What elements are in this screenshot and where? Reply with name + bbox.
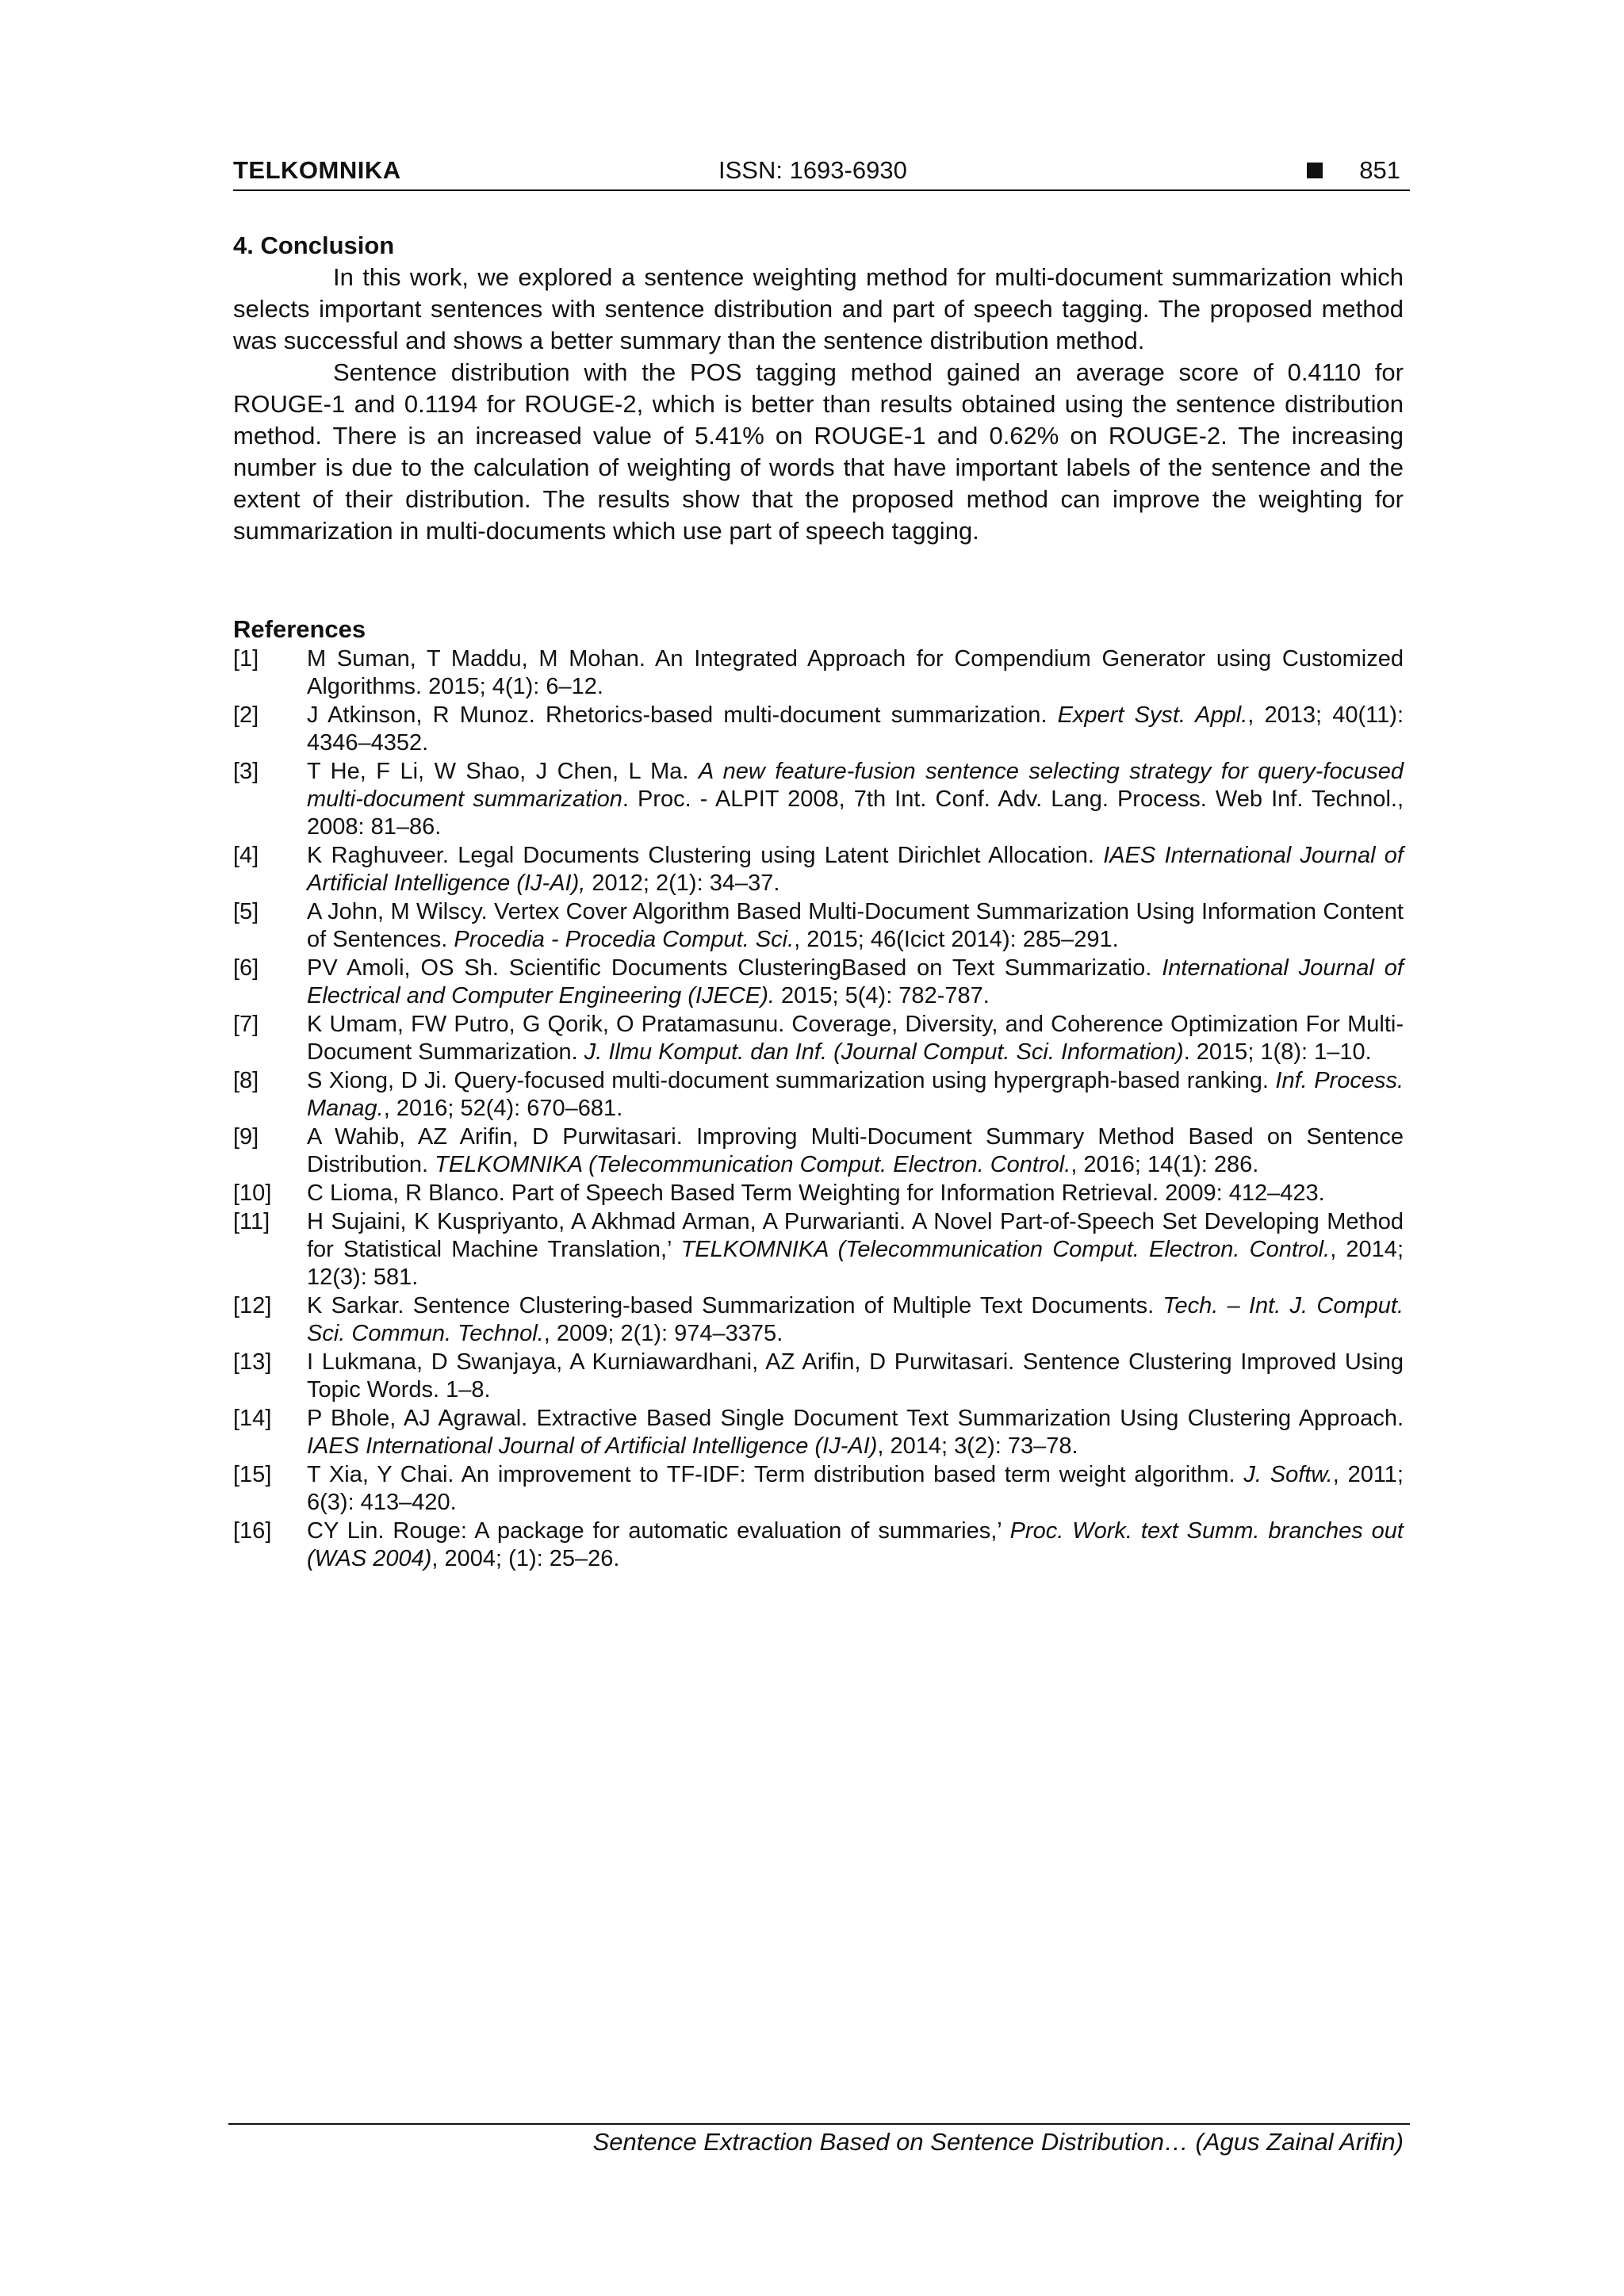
reference-number: [3] xyxy=(233,759,259,784)
reference-item xyxy=(233,645,1404,701)
reference-source: Inf. Process. Manag. xyxy=(307,1068,1404,1121)
reference-source: TELKOMNIKA (Telecommunication Comput. Electron. Control. xyxy=(680,1237,1331,1262)
reference-number: [16] xyxy=(233,1518,272,1544)
reference-item xyxy=(233,758,1404,841)
reference-text: M Suman, T Maddu, M Mohan. An Integrated Approach for Compendium Generator using Customized Algorithms. 2015; 4(1): 6–12. xyxy=(307,646,1404,699)
reference-item xyxy=(233,1292,1404,1348)
references-heading: References xyxy=(233,615,366,643)
reference-item xyxy=(233,955,1404,1010)
reference-details: , 2011; 6(3): 413–420. xyxy=(307,1462,1404,1515)
reference-text: J Atkinson, R Munoz. Rhetorics-based multi-document summarization. xyxy=(307,702,1058,728)
reference-text: I Lukmana, D Swanjaya, A Kurniawardhani, AZ Arifin, D Purwitasari. Sentence Clustering Improved Using Topic Words. 1–8. xyxy=(307,1349,1404,1402)
reference-text: PV Amoli, OS Sh. Scientific Documents ClusteringBased on Text Summarizatio. xyxy=(307,955,1162,981)
reference-item xyxy=(233,1208,1404,1292)
reference-number: [9] xyxy=(233,1124,259,1150)
reference-source: International Journal of Electrical and Computer Engineering (IJECE). xyxy=(307,955,1404,1008)
reference-text: C Lioma, R Blanco. Part of Speech Based Term Weighting for Information Retrieval. 2009: 412–423. xyxy=(307,1181,1325,1206)
journal-name: TELKOMNIKA xyxy=(233,156,401,184)
reference-source: Expert Syst. Appl. xyxy=(1057,702,1248,728)
reference-item xyxy=(233,898,1404,954)
reference-number: [11] xyxy=(233,1209,270,1234)
reference-item xyxy=(233,1349,1404,1404)
reference-item xyxy=(233,1180,1404,1207)
reference-number: [8] xyxy=(233,1068,259,1093)
reference-item xyxy=(233,1517,1404,1573)
reference-details: , 2009; 2(1): 974–3375. xyxy=(543,1321,783,1346)
reference-source: J. Softw. xyxy=(1243,1462,1333,1487)
reference-number: [5] xyxy=(233,899,259,924)
reference-details: , 2014; 12(3): 581. xyxy=(307,1237,1404,1290)
reference-text: K Raghuveer. Legal Documents Clustering using Latent Dirichlet Allocation. xyxy=(307,843,1104,868)
page-header xyxy=(233,155,1410,191)
reference-details: . Proc. - ALPIT 2008, 7th Int. Conf. Adv. Lang. Process. Web Inf. Technol., 2008: 81–86. xyxy=(307,786,1404,840)
running-footer: Sentence Extraction Based on Sentence Distribution… (Agus Zainal Arifin) xyxy=(592,2128,1404,2156)
reference-number: [6] xyxy=(233,955,259,981)
footer-divider xyxy=(228,2123,1410,2125)
reference-source: Tech. – Int. J. Comput. Sci. Commun. Technol. xyxy=(307,1293,1404,1346)
reference-details: , 2004; (1): 25–26. xyxy=(431,1546,620,1571)
reference-number: [7] xyxy=(233,1012,259,1037)
reference-source: IAES International Journal of Artificial Intelligence (IJ-AI) xyxy=(307,1433,878,1459)
paragraph: In this work, we explored a sentence weighting method for multi-document summarization which selects important sentences with sentence distribution and part of speech tagging. The proposed method was successful and shows a better summary than the sentence distribution method. xyxy=(233,263,1404,354)
issn: ISSN: 1693-6930 xyxy=(718,156,907,184)
paragraph: Sentence distribution with the POS tagging method gained an average score of 0.4110 for ROUGE-1 and 0.1194 for ROUGE-2, which is better than results obtained using the sentence distribution method. There is an increased value of 5.41% on ROUGE-1 and 0.62% on ROUGE-2. The increasing number is due to the calculation of weighting of words that have important labels of the sentence and the extent of their distribution. The results show that the proposed method can improve the weighting for summarization in multi-documents which use part of speech tagging. xyxy=(233,358,1404,545)
reference-details: , 2013; 40(11): 4346–4352. xyxy=(307,702,1404,756)
reference-text: K Sarkar. Sentence Clustering-based Summarization of Multiple Text Documents. xyxy=(307,1293,1163,1318)
reference-details: 2015; 5(4): 782-787. xyxy=(774,983,990,1008)
reference-number: [10] xyxy=(233,1181,272,1206)
reference-item xyxy=(233,1123,1404,1179)
reference-source: J. Ilmu Komput. dan Inf. (Journal Comput. Sci. Information) xyxy=(584,1039,1184,1065)
article-body xyxy=(233,230,1404,1574)
reference-number: [12] xyxy=(233,1293,272,1318)
reference-number: [15] xyxy=(233,1462,272,1487)
reference-source: IAES International Journal of Artificial Intelligence (IJ-AI), xyxy=(307,843,1404,896)
reference-details: 2012; 2(1): 34–37. xyxy=(585,871,780,896)
reference-text: P Bhole, AJ Agrawal. Extractive Based Single Document Text Summarization Using Clustering Approach. xyxy=(307,1406,1404,1431)
reference-details: , 2014; 3(2): 73–78. xyxy=(877,1433,1078,1459)
reference-text: A John, M Wilscy. Vertex Cover Algorithm Based Multi-Document Summarization Using Information Content of Sentences. xyxy=(307,899,1404,952)
reference-list xyxy=(233,645,1404,1573)
reference-item xyxy=(233,702,1404,757)
reference-text: K Umam, FW Putro, G Qorik, O Pratamasunu. Coverage, Diversity, and Coherence Optimization For Multi-Document Summarization. xyxy=(307,1012,1404,1065)
reference-number: [4] xyxy=(233,843,259,868)
square-bullet-icon xyxy=(1307,163,1323,178)
reference-details: , 2016; 14(1): 286. xyxy=(1071,1152,1259,1177)
reference-item xyxy=(233,1461,1404,1517)
reference-text: H Sujaini, K Kuspriyanto, A Akhmad Arman, A Purwarianti. A Novel Part-of-Speech Set Developing Method for Statistical Machine Translation,’ xyxy=(307,1209,1404,1262)
reference-source: Procedia - Procedia Comput. Sci. xyxy=(454,927,795,952)
reference-item xyxy=(233,1011,1404,1066)
reference-details: , 2015; 46(Icict 2014): 285–291. xyxy=(794,927,1119,952)
reference-text: T He, F Li, W Shao, J Chen, L Ma. xyxy=(307,759,699,784)
reference-item xyxy=(233,1067,1404,1123)
reference-details: , 2016; 52(4): 670–681. xyxy=(383,1096,623,1121)
reference-text: S Xiong, D Ji. Query-focused multi-document summarization using hypergraph-based ranking. xyxy=(307,1068,1276,1093)
reference-item xyxy=(233,1405,1404,1460)
page-number: 851 xyxy=(1359,156,1400,184)
reference-number: [2] xyxy=(233,702,259,728)
reference-details: . 2015; 1(8): 1–10. xyxy=(1183,1039,1372,1065)
reference-text: CY Lin. Rouge: A package for automatic evaluation of summaries,’ xyxy=(307,1518,1010,1544)
reference-number: [14] xyxy=(233,1406,272,1431)
reference-text: T Xia, Y Chai. An improvement to TF-IDF: Term distribution based term weight algorithm. xyxy=(307,1462,1244,1487)
reference-text: A Wahib, AZ Arifin, D Purwitasari. Improving Multi-Document Summary Method Based on Sentence Distribution. xyxy=(307,1124,1404,1177)
reference-number: [1] xyxy=(233,646,259,672)
reference-source: A new feature-fusion sentence selecting strategy for query-focused multi-document summarization xyxy=(307,759,1404,812)
section-heading: 4. Conclusion xyxy=(233,232,395,259)
reference-number: [13] xyxy=(233,1349,272,1375)
reference-source: TELKOMNIKA (Telecommunication Comput. Electron. Control. xyxy=(435,1152,1071,1177)
reference-item xyxy=(233,842,1404,897)
reference-source: Proc. Work. text Summ. branches out (WAS 2004) xyxy=(307,1518,1404,1571)
